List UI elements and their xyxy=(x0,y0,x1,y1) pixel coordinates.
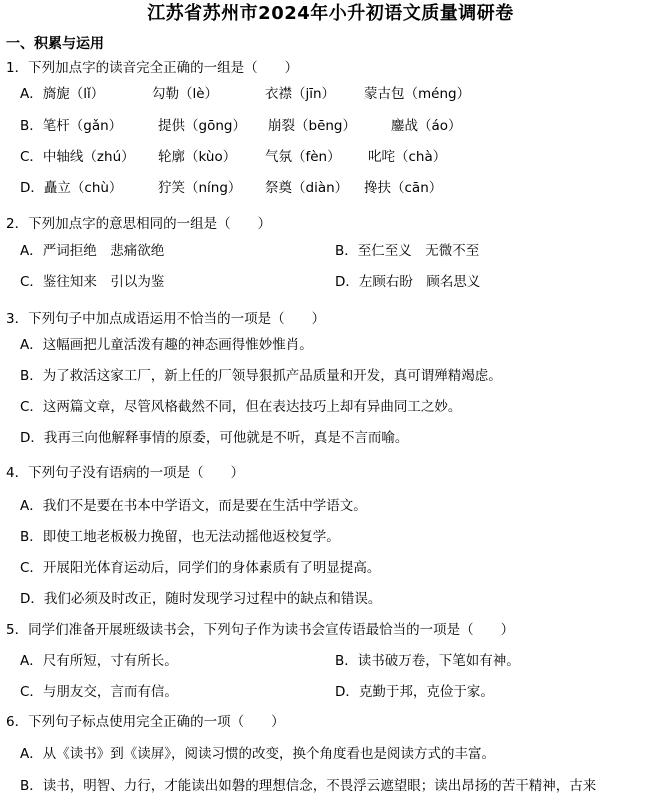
question-5-option-a: A．尺有所短，寸有所长。 xyxy=(20,653,178,669)
question-5-option-c: C．与朋友交，言而有信。 xyxy=(20,684,178,700)
option-b-item-2: 提供（gōng） xyxy=(158,118,246,134)
option-d-item-2: 狞笑（níng） xyxy=(158,180,242,196)
option-c-item-3: 气氛（fèn） xyxy=(265,149,341,165)
question-3-option-c: C．这两篇文章，尽管风格截然不同，但在表达技巧上却有异曲同工之妙。 xyxy=(20,399,462,415)
option-a-item-3: 衣襟（jīn） xyxy=(265,86,336,102)
option-a-item-2: 勾勒（lè） xyxy=(152,86,219,102)
option-c-item-2: 轮廓（kùo） xyxy=(158,149,237,165)
option-b-item-1: B．笔杆（gǎn） xyxy=(20,118,123,134)
question-1-option-d xyxy=(0,178,661,198)
question-3-option-b: B．为了救活这家工厂，新上任的厂领导狠抓产品质量和开发，真可谓殚精竭虑。 xyxy=(20,368,502,384)
question-4-option-c: C．开展阳光体育运动后，同学们的身体素质有了明显提高。 xyxy=(20,560,381,576)
question-5-option-b: B．读书破万卷，下笔如有神。 xyxy=(335,653,520,669)
option-a-item-4: 蒙古包（méng） xyxy=(364,86,471,102)
question-5-stem: 5．同学们准备开展班级读书会，下列句子作为读书会宣传语最恰当的一项是（ ） xyxy=(6,622,515,638)
question-3-option-d: D．我再三向他解释事情的原委，可他就是不听，真是不言而喻。 xyxy=(20,430,409,446)
question-4-stem: 4．下列句子没有语病的一项是（ ） xyxy=(6,465,245,481)
question-3-option-a: A．这幅画把儿童活泼有趣的神态画得惟妙惟肖。 xyxy=(20,337,313,353)
question-2-option-d: D．左顾右盼 顾名思义 xyxy=(335,274,481,290)
question-1-option-b xyxy=(0,116,661,136)
question-6-option-a: A．从《读书》到《读屏》，阅读习惯的改变，换个角度看也是阅读方式的丰富。 xyxy=(20,746,495,762)
page-title: 江苏省苏州市2024年小升初语文质量调研卷 xyxy=(147,3,514,24)
question-1-option-c xyxy=(0,147,661,167)
question-4-option-b: B．即使工地老板极力挽留，也无法动摇他返校复学。 xyxy=(20,529,340,545)
option-c-item-1: C．中轴线（zhú） xyxy=(20,149,135,165)
question-5-option-d: D．克勤于邦，克俭于家。 xyxy=(335,684,494,700)
option-a-item-1: A．旖旎（lǐ） xyxy=(20,86,105,102)
option-d-item-4: 搀扶（cān） xyxy=(364,180,443,196)
option-d-item-1: D．矗立（chù） xyxy=(20,180,123,196)
question-2-stem: 2．下列加点字的意思相同的一组是（ ） xyxy=(6,216,272,232)
option-b-item-4: 鏖战（áo） xyxy=(391,118,462,134)
question-1-stem: 1．下列加点字的读音完全正确的一组是（ ） xyxy=(6,60,299,76)
question-6-stem: 6．下列句子标点使用完全正确的一项（ ） xyxy=(6,714,285,730)
question-2-option-b: B．至仁至义 无微不至 xyxy=(335,243,480,259)
question-2-option-c: C．鉴往知来 引以为鉴 xyxy=(20,274,165,290)
option-c-item-4: 叱咤（chà） xyxy=(368,149,447,165)
question-3-stem: 3．下列句子中加点成语运用不恰当的一项是（ ） xyxy=(6,311,326,327)
question-4-option-d: D．我们必须及时改正，随时发现学习过程中的缺点和错误。 xyxy=(20,591,382,607)
option-d-item-3: 祭奠（diàn） xyxy=(265,180,349,196)
option-b-item-3: 崩裂（bēng） xyxy=(268,118,357,134)
question-1-option-a xyxy=(0,84,661,104)
section-heading: 一、积累与运用 xyxy=(6,36,104,52)
question-4-option-a: A．我们不是要在书本中学语文，而是要在生活中学语文。 xyxy=(20,498,367,514)
question-6-option-b: B．读书，明智、力行，才能读出如磐的理想信念，不畏浮云遮望眼；读出昂扬的苦干精神，古来 xyxy=(20,778,597,794)
question-2-option-a: A．严词拒绝 悲痛欲绝 xyxy=(20,243,165,259)
